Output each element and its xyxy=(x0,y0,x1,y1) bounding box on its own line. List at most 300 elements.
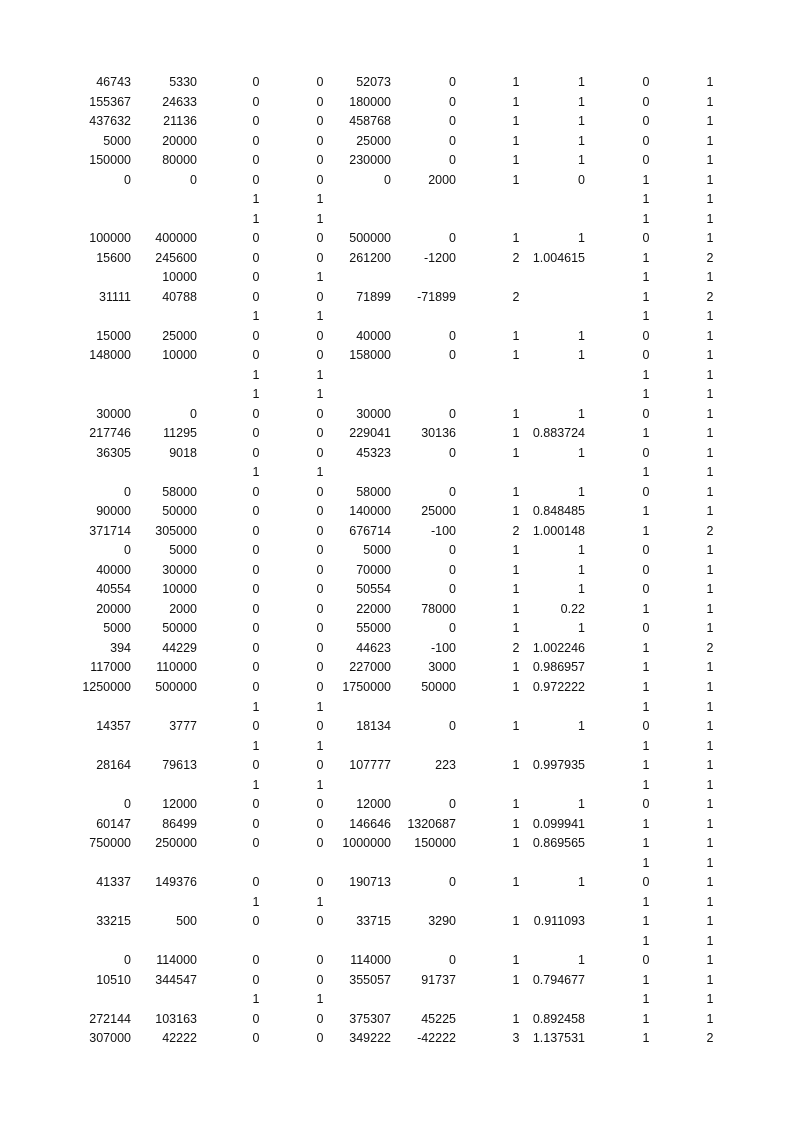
table-row xyxy=(0,912,800,932)
table-cell: 90000 xyxy=(96,504,131,519)
table-cell: 180000 xyxy=(349,94,391,109)
table-cell: 50000 xyxy=(421,679,456,694)
table-cell: 1 xyxy=(642,192,650,207)
table-cell: 1 xyxy=(316,309,324,324)
table-cell: 30000 xyxy=(96,406,131,421)
table-cell: 355057 xyxy=(349,972,391,987)
table-cell: 0.869565 xyxy=(532,836,585,851)
table-cell: 31111 xyxy=(99,289,131,304)
table-row xyxy=(0,307,800,327)
table-row xyxy=(0,151,800,171)
table-cell: 1 xyxy=(252,309,260,324)
table-cell: 0 xyxy=(449,719,456,734)
table-cell: 0 xyxy=(642,797,650,812)
table-cell: 25000 xyxy=(421,504,456,519)
table-cell: 55000 xyxy=(356,621,391,636)
table-cell: 114000 xyxy=(156,953,197,968)
table-cell: 1 xyxy=(252,387,260,402)
table-cell: 52073 xyxy=(356,75,391,89)
table-cell: 45225 xyxy=(421,1011,456,1026)
table-cell: 0 xyxy=(252,816,260,831)
table-cell: 1 xyxy=(642,816,650,831)
table-cell: 0 xyxy=(449,445,456,460)
table-cell: 50554 xyxy=(356,582,391,597)
table-cell: 2 xyxy=(706,640,714,655)
table-cell: 1 xyxy=(706,875,714,890)
table-cell: 0 xyxy=(316,875,324,890)
table-cell: 0 xyxy=(252,406,260,421)
table-cell: 1 xyxy=(642,309,650,324)
table-cell: 1 xyxy=(706,445,714,460)
table-cell: 0 xyxy=(316,621,324,636)
table-cell: 1 xyxy=(512,1011,520,1026)
table-cell: 245600 xyxy=(155,250,197,265)
table-cell: 1 xyxy=(706,797,714,812)
table-cell: 0 xyxy=(449,348,456,363)
table-cell: 0 xyxy=(252,426,260,441)
table-cell: 25000 xyxy=(162,328,197,343)
table-cell: 1 xyxy=(642,679,650,694)
table-cell: 1 xyxy=(642,387,650,402)
table-cell: 0 xyxy=(449,621,456,636)
table-cell: 36305 xyxy=(96,445,131,460)
table-row xyxy=(0,366,800,386)
table-cell: 0 xyxy=(252,797,260,812)
table-cell: 0 xyxy=(124,797,131,812)
table-cell: 0 xyxy=(642,445,650,460)
table-cell: 1 xyxy=(706,679,714,694)
table-cell: 0 xyxy=(252,660,260,675)
table-cell: 1.004615 xyxy=(532,250,585,265)
table-cell: 0 xyxy=(449,94,456,109)
table-cell: 0 xyxy=(316,953,324,968)
table-cell: 0 xyxy=(252,640,260,655)
table-cell: 117000 xyxy=(90,660,131,675)
table-cell: 0 xyxy=(316,114,324,129)
table-cell: 1 xyxy=(706,816,714,831)
table-cell: -71899 xyxy=(417,289,456,304)
table-row xyxy=(0,737,800,757)
table-cell: 0 xyxy=(316,328,324,343)
table-cell: 1 xyxy=(578,348,585,363)
table-cell: 0 xyxy=(449,406,456,421)
table-cell: 0 xyxy=(252,1031,260,1046)
table-cell: 158000 xyxy=(349,348,391,363)
table-cell: 100000 xyxy=(89,231,131,246)
table-cell: 261200 xyxy=(349,250,391,265)
table-cell: 1 xyxy=(642,933,650,948)
table-cell: 1 xyxy=(512,972,520,987)
table-cell: 0 xyxy=(316,75,324,89)
table-cell: 10510 xyxy=(96,972,131,987)
table-cell: 155367 xyxy=(89,94,131,109)
table-cell: 1 xyxy=(578,719,585,734)
table-cell: 140000 xyxy=(349,504,391,519)
table-cell: 1 xyxy=(578,543,585,558)
table-cell: 1 xyxy=(252,777,260,792)
table-cell: 1 xyxy=(316,738,324,753)
table-cell: 5000 xyxy=(103,621,131,636)
table-cell: 223 xyxy=(435,758,456,773)
table-cell: 1 xyxy=(642,211,650,226)
table-cell: 0 xyxy=(252,719,260,734)
table-cell: 1 xyxy=(512,582,520,597)
table-cell: 30000 xyxy=(356,406,391,421)
table-cell: 0 xyxy=(252,270,260,285)
table-cell: 1320687 xyxy=(407,816,456,831)
table-cell: 150000 xyxy=(414,836,456,851)
table-cell: 1 xyxy=(316,894,324,909)
table-cell: 500 xyxy=(176,914,197,929)
table-cell: 24633 xyxy=(162,94,197,109)
table-cell: 0 xyxy=(252,582,260,597)
table-cell: 1 xyxy=(512,426,520,441)
table-cell: 0 xyxy=(252,875,260,890)
table-cell: 1 xyxy=(512,797,520,812)
table-cell: 371714 xyxy=(89,523,131,538)
table-cell: 3 xyxy=(512,1031,520,1046)
table-cell: 0 xyxy=(252,679,260,694)
table-cell: 0 xyxy=(316,758,324,773)
table-cell: 28164 xyxy=(96,758,131,773)
table-row xyxy=(0,932,800,952)
table-cell: 1 xyxy=(706,719,714,734)
table-cell: 1 xyxy=(578,582,585,597)
table-cell: 0 xyxy=(252,289,260,304)
table-cell: 10000 xyxy=(162,270,197,285)
table-row xyxy=(0,424,800,444)
table-cell: 2 xyxy=(706,289,714,304)
table-cell: 394 xyxy=(110,640,131,655)
table-cell: 1 xyxy=(578,114,585,129)
table-cell: 1 xyxy=(512,328,520,343)
table-cell: 0 xyxy=(252,484,260,499)
table-cell: 676714 xyxy=(349,523,391,538)
table-cell: 1 xyxy=(642,465,650,480)
table-cell: 1 xyxy=(706,328,714,343)
table-cell: 217746 xyxy=(89,426,131,441)
table-cell: 0 xyxy=(316,94,324,109)
table-cell: 0 xyxy=(449,582,456,597)
table-cell: 50000 xyxy=(162,504,197,519)
table-cell: 1.000148 xyxy=(532,523,585,538)
table-cell: 0 xyxy=(252,1011,260,1026)
table-cell: -100 xyxy=(430,523,456,538)
table-cell: 0 xyxy=(252,153,260,168)
table-cell: 1 xyxy=(578,75,585,89)
table-cell: 0 xyxy=(449,953,456,968)
table-cell: 12000 xyxy=(162,797,197,812)
table-cell: 1 xyxy=(316,211,324,226)
table-cell: 1 xyxy=(642,367,650,382)
table-cell: 1 xyxy=(252,211,260,226)
table-cell: 1 xyxy=(642,660,650,675)
table-cell: 0 xyxy=(316,914,324,929)
table-row xyxy=(0,268,800,288)
table-cell: 1 xyxy=(706,270,714,285)
table-cell: 0 xyxy=(316,1011,324,1026)
table-cell: 349222 xyxy=(349,1031,391,1046)
table-row xyxy=(0,990,800,1010)
table-cell: 1 xyxy=(706,114,714,129)
table-cell: 0 xyxy=(316,562,324,577)
table-cell: 0 xyxy=(449,562,456,577)
table-cell: 1 xyxy=(642,250,650,265)
table-cell: 1 xyxy=(706,484,714,499)
table-cell: 1 xyxy=(642,894,650,909)
table-cell: 0 xyxy=(252,328,260,343)
table-cell: 25000 xyxy=(356,133,391,148)
table-cell: 0 xyxy=(449,114,456,129)
table-cell: 0 xyxy=(124,953,131,968)
table-cell: 1 xyxy=(642,1031,650,1046)
table-row xyxy=(0,815,800,835)
table-cell: 1 xyxy=(512,621,520,636)
table-cell: 250000 xyxy=(155,836,197,851)
table-row xyxy=(0,698,800,718)
table-row xyxy=(0,93,800,113)
table-cell: 41337 xyxy=(96,875,131,890)
table-cell: 1 xyxy=(706,192,714,207)
table-cell: 58000 xyxy=(356,484,391,499)
table-cell: 0 xyxy=(316,348,324,363)
table-cell: 30000 xyxy=(162,562,197,577)
table-cell: 0 xyxy=(252,914,260,929)
table-cell: 0 xyxy=(252,953,260,968)
table-cell: 0 xyxy=(642,75,650,89)
table-cell: 0 xyxy=(449,797,456,812)
table-cell: 0 xyxy=(642,348,650,363)
table-cell: 0 xyxy=(252,114,260,129)
table-row xyxy=(0,229,800,249)
table-cell: 1 xyxy=(706,699,714,714)
table-cell: 44229 xyxy=(162,640,197,655)
table-cell: 1 xyxy=(642,504,650,519)
table-cell: 1 xyxy=(706,660,714,675)
table-cell: 0 xyxy=(449,484,456,499)
table-cell: 0 xyxy=(252,562,260,577)
table-cell: -1200 xyxy=(424,250,456,265)
table-cell: 0 xyxy=(316,231,324,246)
table-cell: 1 xyxy=(316,699,324,714)
table-cell: 1 xyxy=(642,777,650,792)
table-cell: 79613 xyxy=(162,758,197,773)
table-cell: 1 xyxy=(642,601,650,616)
table-row xyxy=(0,756,800,776)
table-cell: 1 xyxy=(706,738,714,753)
table-cell: 1 xyxy=(578,94,585,109)
table-cell: 148000 xyxy=(89,348,131,363)
table-cell: 0 xyxy=(252,250,260,265)
table-cell: 307000 xyxy=(89,1031,131,1046)
table-row xyxy=(0,776,800,796)
table-cell: 10000 xyxy=(162,582,197,597)
table-cell: 1 xyxy=(512,562,520,577)
table-cell: 1 xyxy=(578,406,585,421)
table-cell: 1 xyxy=(706,777,714,792)
table-row xyxy=(0,483,800,503)
table-cell: 0 xyxy=(449,231,456,246)
table-cell: 0 xyxy=(252,504,260,519)
table-cell: 5000 xyxy=(169,543,197,558)
table-cell: 0 xyxy=(252,172,260,187)
table-cell: 1 xyxy=(252,192,260,207)
table-cell: 71899 xyxy=(356,289,391,304)
table-row xyxy=(0,951,800,971)
table-cell: 1 xyxy=(706,914,714,929)
table-cell: 0 xyxy=(316,406,324,421)
table-cell: 0.099941 xyxy=(532,816,585,831)
table-cell: 1 xyxy=(706,855,714,870)
table-cell: 0 xyxy=(642,231,650,246)
table-cell: 0 xyxy=(316,523,324,538)
table-cell: 1 xyxy=(512,758,520,773)
table-cell: 0 xyxy=(252,94,260,109)
table-cell: 0 xyxy=(316,445,324,460)
table-cell: 0 xyxy=(252,75,260,89)
table-cell: 1 xyxy=(316,192,324,207)
table-cell: 1 xyxy=(252,738,260,753)
table-cell: 0 xyxy=(642,153,650,168)
table-cell: 1 xyxy=(316,777,324,792)
table-cell: 1 xyxy=(512,914,520,929)
table-cell: 12000 xyxy=(356,797,391,812)
table-cell: 500000 xyxy=(349,231,391,246)
table-cell: 103163 xyxy=(155,1011,197,1026)
table-cell: 10000 xyxy=(162,348,197,363)
table-cell: 2 xyxy=(512,640,520,655)
table-cell: 1 xyxy=(706,758,714,773)
table-cell: 1 xyxy=(512,836,520,851)
table-row xyxy=(0,600,800,620)
table-cell: 22000 xyxy=(356,601,391,616)
table-cell: 0 xyxy=(252,758,260,773)
table-row xyxy=(0,1010,800,1030)
table-cell: 2 xyxy=(706,1031,714,1046)
table-cell: 0 xyxy=(316,153,324,168)
table-cell: 0 xyxy=(642,484,650,499)
table-cell: 70000 xyxy=(356,562,391,577)
table-cell: 0 xyxy=(316,679,324,694)
table-cell: 1 xyxy=(512,114,520,129)
table-cell: 1 xyxy=(642,172,650,187)
table-cell: 0 xyxy=(642,133,650,148)
table-cell: 344547 xyxy=(155,972,197,987)
table-cell: 1 xyxy=(578,328,585,343)
table-cell: 1 xyxy=(706,894,714,909)
table-row xyxy=(0,795,800,815)
table-cell: 2 xyxy=(512,523,520,538)
table-cell: 1 xyxy=(512,445,520,460)
table-cell: 0.848485 xyxy=(532,504,585,519)
table-cell: 1 xyxy=(642,855,650,870)
table-cell: 1 xyxy=(642,1011,650,1026)
table-cell: 458768 xyxy=(349,114,391,129)
table-cell: 1 xyxy=(706,836,714,851)
table-cell: 0 xyxy=(642,875,650,890)
table-cell: 1 xyxy=(642,738,650,753)
table-cell: 15600 xyxy=(96,250,131,265)
table-row xyxy=(0,678,800,698)
table-cell: 0 xyxy=(124,484,131,499)
table-cell: 305000 xyxy=(155,523,197,538)
table-cell: 0 xyxy=(316,426,324,441)
table-cell: 0.892458 xyxy=(532,1011,585,1026)
table-cell: 0.883724 xyxy=(532,426,585,441)
table-cell: 1 xyxy=(706,348,714,363)
table-cell: 0 xyxy=(642,582,650,597)
table-cell: 1 xyxy=(316,387,324,402)
table-cell: 1 xyxy=(642,992,650,1007)
table-cell: 44623 xyxy=(356,640,391,655)
table-cell: 146646 xyxy=(349,816,391,831)
table-row xyxy=(0,873,800,893)
table-cell: 227000 xyxy=(349,660,391,675)
table-cell: 1 xyxy=(706,992,714,1007)
table-row xyxy=(0,619,800,639)
table-cell: 33215 xyxy=(96,914,131,929)
table-row xyxy=(0,171,800,191)
table-row xyxy=(0,1029,800,1049)
table-row xyxy=(0,541,800,561)
table-cell: 1 xyxy=(512,231,520,246)
table-row xyxy=(0,639,800,659)
table-cell: 0.22 xyxy=(560,601,585,616)
table-cell: 0 xyxy=(316,797,324,812)
table-cell: 400000 xyxy=(155,231,197,246)
table-cell: 0 xyxy=(642,562,650,577)
table-cell: 2 xyxy=(512,250,520,265)
table-cell: 1 xyxy=(316,992,324,1007)
table-cell: 0 xyxy=(316,504,324,519)
table-cell: 0.911093 xyxy=(533,914,585,929)
table-cell: 0 xyxy=(449,875,456,890)
table-cell: 1 xyxy=(706,367,714,382)
table-cell: 1 xyxy=(578,484,585,499)
table-cell: 0 xyxy=(252,621,260,636)
table-cell: 0 xyxy=(252,231,260,246)
table-cell: 40000 xyxy=(356,328,391,343)
table-cell: 0 xyxy=(124,543,131,558)
table-cell: 1750000 xyxy=(342,679,391,694)
table-cell: 0 xyxy=(252,601,260,616)
table-cell: 1 xyxy=(706,406,714,421)
table-cell: 110000 xyxy=(156,660,197,675)
table-cell: 0 xyxy=(316,133,324,148)
table-cell: 1 xyxy=(316,465,324,480)
table-cell: 1000000 xyxy=(342,836,391,851)
table-row xyxy=(0,522,800,542)
table-cell: 1 xyxy=(642,699,650,714)
table-row xyxy=(0,893,800,913)
table-cell: 1 xyxy=(578,231,585,246)
table-cell: 0 xyxy=(642,719,650,734)
table-cell: 1 xyxy=(512,153,520,168)
table-cell: 0 xyxy=(316,543,324,558)
table-row xyxy=(0,385,800,405)
table-cell: 0 xyxy=(449,75,456,89)
table-row xyxy=(0,854,800,874)
table-cell: 1 xyxy=(578,153,585,168)
table-cell: 20000 xyxy=(162,133,197,148)
table-cell: 2 xyxy=(706,250,714,265)
table-cell: 375307 xyxy=(349,1011,391,1026)
table-cell: 1 xyxy=(578,562,585,577)
table-cell: 5330 xyxy=(169,75,197,89)
table-cell: 0 xyxy=(316,719,324,734)
table-cell: 0 xyxy=(642,953,650,968)
table-cell: 1.137531 xyxy=(532,1031,585,1046)
